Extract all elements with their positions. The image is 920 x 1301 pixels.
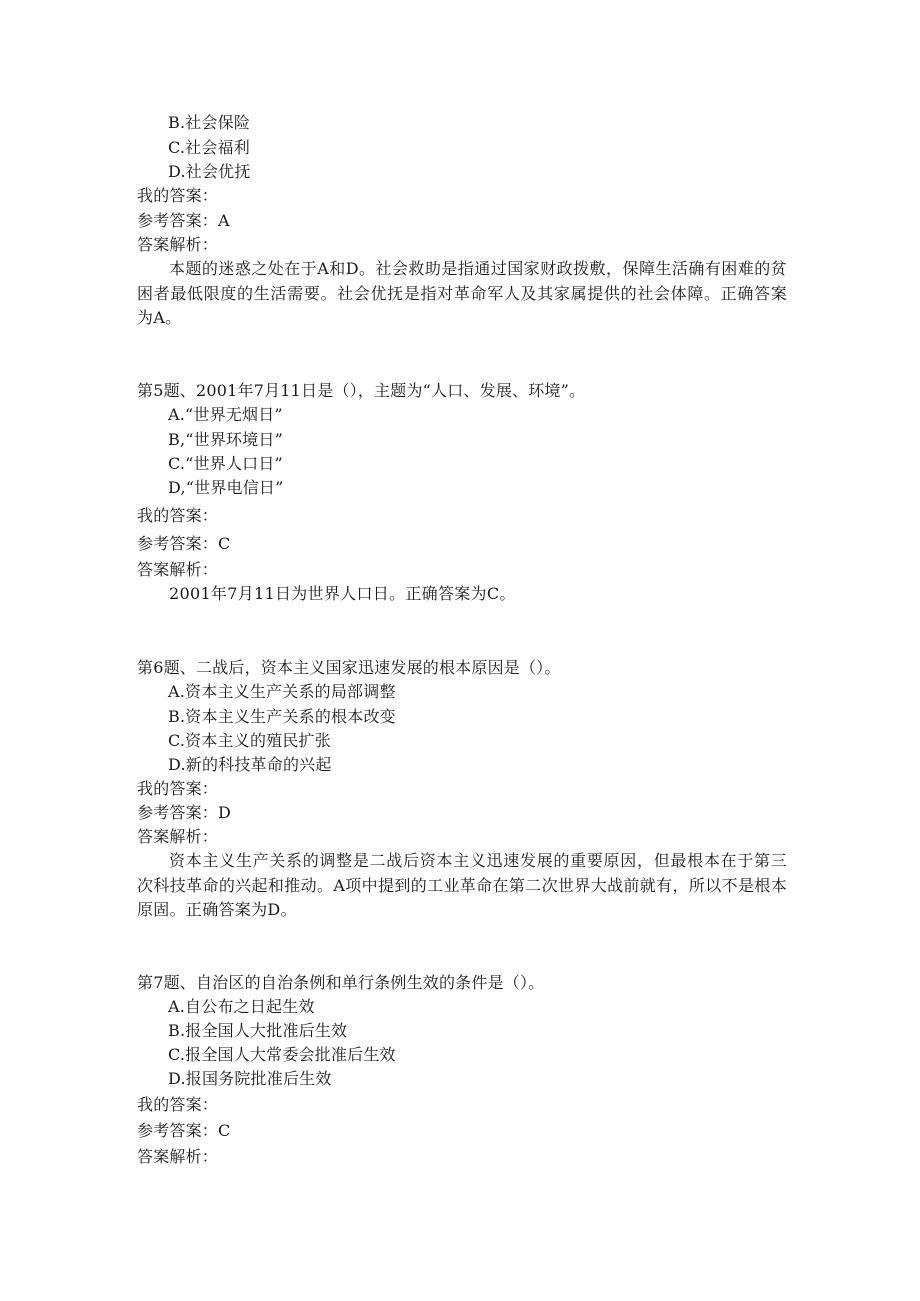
q7-my-answer: 我的答案： [137,1095,219,1114]
q7-question: 第7题、自治区的自治条例和单行条例生效的条件是（）。 [137,973,545,992]
q7-option-b: B.报全国人大批准后生效 [168,1021,348,1040]
q6-reference-answer: 参考答案：D [137,803,232,822]
q5-option-d: D,“世界电信日” [168,478,284,497]
q5-option-a: A.“世界无烟日” [168,405,283,424]
q4-analysis-label: 答案解析： [137,235,219,254]
q7-option-d: D.报国务院批准后生效 [168,1069,332,1088]
q5-reference-answer: 参考答案：C [137,534,231,553]
q7-reference-answer: 参考答案：C [137,1121,231,1140]
q5-analysis-label: 答案解析： [137,560,219,579]
q7-option-c: C.报全国人大常委会批准后生效 [168,1045,396,1064]
q5-question: 第5题、2001年7月11日是（），主题为“人口、发展、环境”。 [137,381,586,400]
q4-option-d: D.社会优抚 [168,162,251,181]
q4-my-answer: 我的答案： [137,186,219,205]
q6-analysis-label: 答案解析： [137,827,219,846]
q7-option-a: A.自公布之日起生效 [168,997,315,1016]
q6-option-c: C.资本主义的殖民扩张 [168,731,331,750]
q5-analysis-text: 2001年7月11日为世界人口日。正确答案为C。 [169,584,516,603]
q7-analysis-label: 答案解析： [137,1147,219,1166]
q6-analysis-text: 资本主义生产关系的调整是二战后资本主义迅速发展的重要原因，但最根本在于第三次科技革命的兴起和推动。A项中提到的工业革命在第二次世界大战前就有，所以不是根本原固。正确答案为D。 [137,851,787,919]
q5-option-c: C.“世界人口日” [168,454,283,473]
q6-my-answer: 我的答案： [137,779,219,798]
q4-option-c: C.社会福利 [168,138,250,157]
q6-option-b: B.资本主义生产关系的根本改变 [168,707,396,726]
q6-question: 第6题、二战后，资本主义国家迅速发展的根本原因是（）。 [137,658,561,677]
q6-option-a: A.资本主义生产关系的局部调整 [168,682,396,701]
q6-option-d: D.新的科技革命的兴起 [168,755,332,774]
q4-option-b: B.社会保险 [168,113,251,132]
q4-reference-answer: 参考答案：A [137,211,230,230]
q5-option-b: B,“世界环境日” [168,430,284,449]
q4-analysis-text: 本题的迷惑之处在于A和D。社会救助是指通过国家财政拨敷，保障生活确有困难的贫困者最低限度的生活需要。社会优抚是指对革命军人及其家属提供的社会体障。正确答案为A。 [137,259,787,327]
q5-my-answer: 我的答案： [137,506,219,525]
